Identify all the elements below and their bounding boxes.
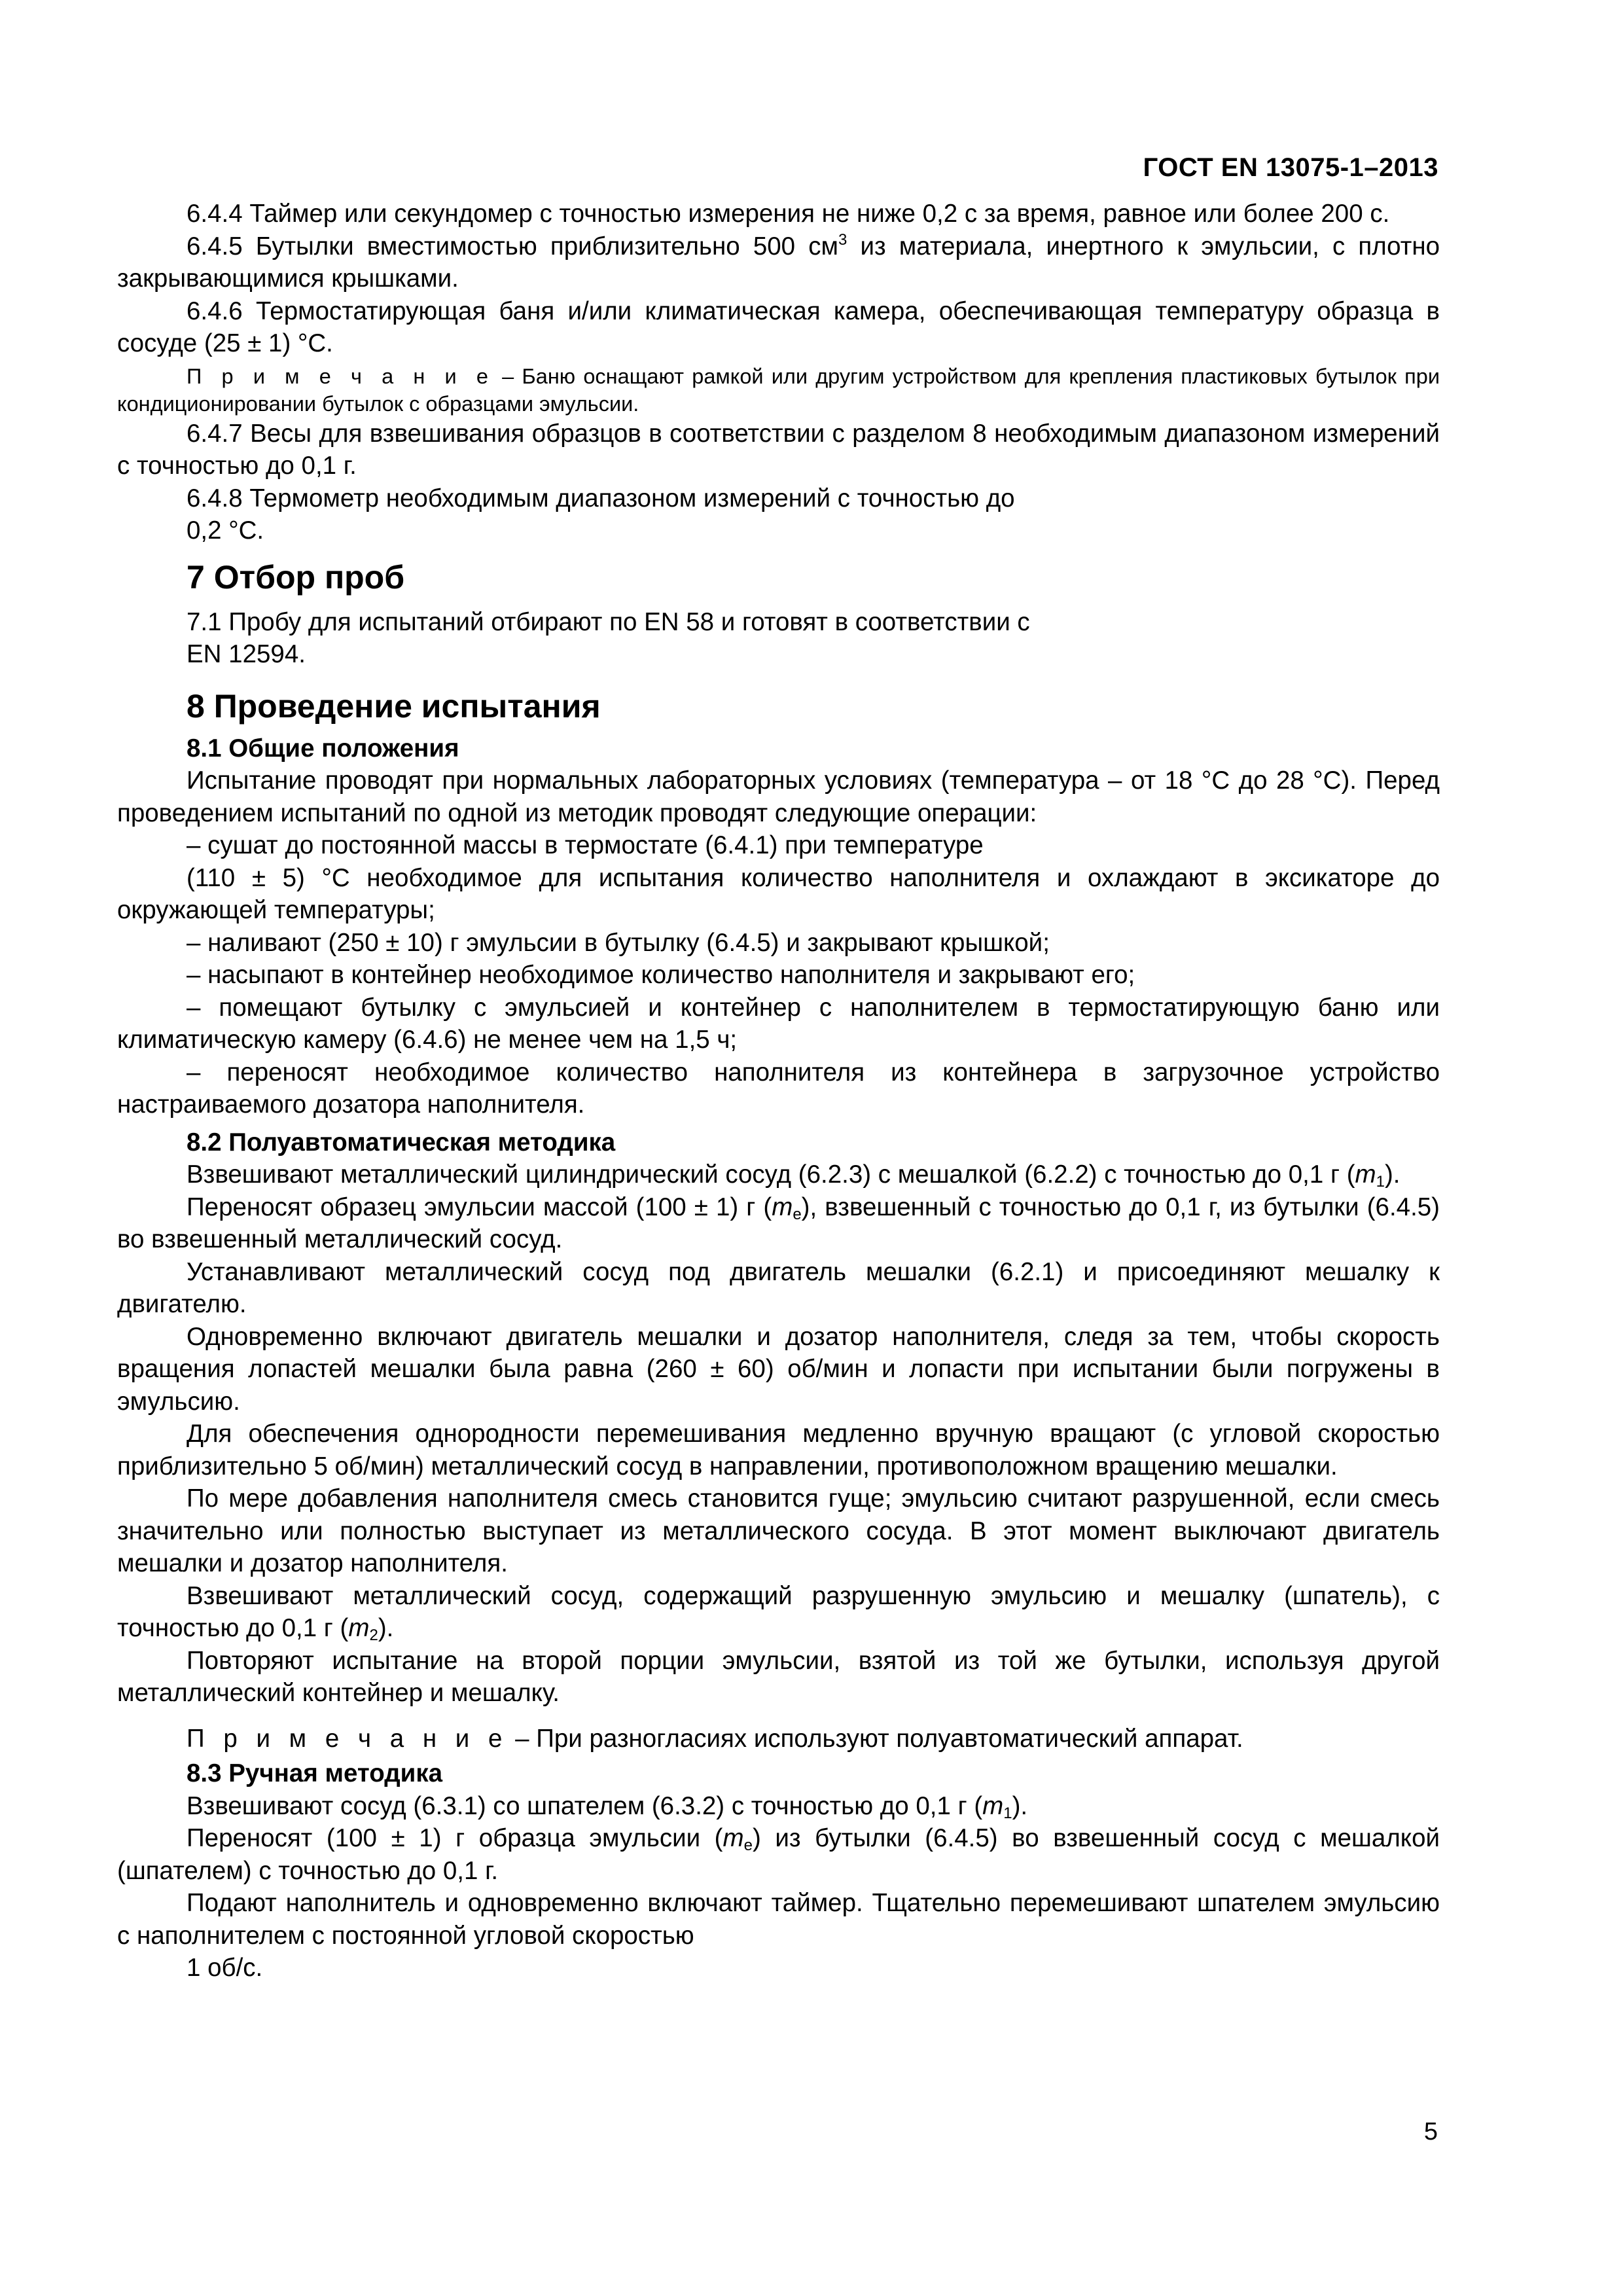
section-8-3-heading: 8.3 Ручная методика	[187, 1759, 443, 1787]
list-item-place: – помещают бутылку с эмульсией и контейнер с наполнителем в термостатирующую баню или климатическую камеру (6.4.6) не менее чем на 1,5 ч;	[117, 993, 1440, 1054]
paragraph-8-2-reweigh: Взвешивают металлический сосуд, содержащий разрушенную эмульсию и мешалку (шпатель), с точностью до 0,1 г $(m_2)$.	[117, 1581, 1440, 1644]
paragraph-8-3-weigh: Взвешивают сосуд (6.3.1) со шпателем (6.3.2) с точностью до 0,1 г $(m_1)$.	[187, 1791, 1028, 1822]
note-label: П р и м е ч а н и е	[187, 364, 494, 388]
section-8-heading: 8 Проведение испытания	[187, 687, 601, 725]
list-item-fill: – насыпают в контейнер необходимое количество наполнителя и закрывают его;	[187, 961, 1135, 989]
note-label: П р и м е ч а н и е	[187, 1724, 508, 1753]
paragraph-8-2-mount: Устанавливают металлический сосуд под двигатель мешалки (6.2.1) и присоединяют мешалку к двигателю.	[117, 1257, 1440, 1318]
note-8-2: П р и м е ч а н и е – При разногласиях используют полуавтоматический аппарат.	[187, 1724, 1243, 1753]
paragraph-8-2-start: Одновременно включают двигатель мешалки и дозатор наполнителя, следя за тем, чтобы скорость вращения лопастей мешалки была равна (260 ± 60) об/мин и лопасти при испытании были погружены в эмульсию.	[117, 1322, 1440, 1416]
paragraph-6-4-4: 6.4.4 Таймер или секундомер с точностью измерения не ниже 0,2 с за время, равное или более 200 с.	[187, 200, 1390, 228]
section-8-1-heading: 8.1 Общие положения	[187, 734, 459, 762]
paragraph-8-2-rotate: Для обеспечения однородности перемешивания медленно вручную вращают (с угловой скоростью приблизительно 5 об/мин) металлический сосуд в направлении, противоположном вращению мешалки.	[117, 1420, 1440, 1480]
paragraph-8-3-transfer: Переносят (100 ± 1) г образца эмульсии $(m_e)$ из бутылки (6.4.5) во взвешенный сосуд с мешалкой (шпателем) с точностью до 0,1 г.	[117, 1824, 1440, 1885]
list-item-transfer: – переносят необходимое количество наполнителя из контейнера в загрузочное устройство настраиваемого дозатора наполнителя.	[117, 1058, 1440, 1119]
list-item-dry-cont: (110 ± 5) °C необходимое для испытания количество наполнителя и охлаждают в эксикаторе до окружающей температуры;	[117, 863, 1440, 924]
note-6-4-6: П р и м е ч а н и е – Баню оснащают рамкой или другим устройством для крепления пластиковых бутылок при кондиционировании бутылок с образцами эмульсии.	[117, 364, 1440, 416]
document-body	[117, 198, 1440, 1984]
paragraph-8-2-transfer: Переносят образец эмульсии массой (100 ± 1) г $(m_e)$, взвешенный с точностью до 0,1 г, из бутылки (6.4.5) во взвешенный металлический сосуд.	[117, 1193, 1440, 1253]
page-number: 5	[1423, 2118, 1438, 2145]
document-header: ГОСТ EN 13075-1–2013	[1143, 153, 1438, 182]
section-8-2-heading: 8.2 Полуавтоматическая методика	[187, 1128, 616, 1157]
list-item-pour: – наливают (250 ± 10) г эмульсии в бутылку (6.4.5) и закрывают крышкой;	[187, 928, 1050, 957]
paragraph-6-4-7: 6.4.7 Весы для взвешивания образцов в соответствии с разделом 8 необходимым диапазоном измерений с точностью до 0,1 г.	[117, 419, 1440, 480]
paragraph-8-3-mix: Подают наполнитель и одновременно включают таймер. Тщательно перемешивают шпателем эмульсию с наполнителем с постоянной угловой скоростью	[117, 1889, 1440, 1950]
paragraph-8-2-break: По мере добавления наполнителя смесь становится гуще; эмульсию считают разрушенной, если смесь значительно или полностью выступает из металлического сосуда. В этот момент выключают двигатель мешалки и дозатор наполнителя.	[117, 1484, 1440, 1577]
paragraph-8-2-weigh: Взвешивают металлический цилиндрический сосуд (6.2.3) с мешалкой (6.2.2) с точностью до 0,1 г $(m_1)$.	[187, 1160, 1400, 1191]
paragraph-6-4-5: 6.4.5 Бутылки вместимостью приблизительно 500 $см^3$ из материала, инертного к эмульсии, с плотно закрывающимися крышками.	[117, 230, 1440, 293]
list-item-dry: – сушат до постоянной массы в термостате (6.4.1) при температуре	[187, 831, 984, 859]
paragraph-8-2-repeat: Повторяют испытание на второй порции эмульсии, взятой из той же бутылки, используя другой металлический контейнер и мешалку.	[117, 1646, 1440, 1707]
paragraph-8-3-speed: 1 об/с.	[187, 1954, 263, 1982]
paragraph-6-4-8: 6.4.8 Термометр необходимым диапазоном измерений с точностью до 0,2 °C.	[187, 484, 1015, 545]
section-7-heading: 7 Отбор проб	[187, 558, 405, 596]
paragraph-6-4-6: 6.4.6 Термостатирующая баня и/или климатическая камера, обеспечивающая температуру образца в сосуде (25 ± 1) °C.	[117, 296, 1440, 357]
paragraph-7-1: 7.1 Пробу для испытаний отбирают по EN 58 и готовят в соответствии с EN 12594.	[187, 607, 1030, 668]
paragraph-8-1-intro: Испытание проводят при нормальных лабораторных условиях (температура – от 18 °C до 28 °C). Перед проведением испытаний по одной из методик проводят следующие операции:	[117, 766, 1440, 827]
